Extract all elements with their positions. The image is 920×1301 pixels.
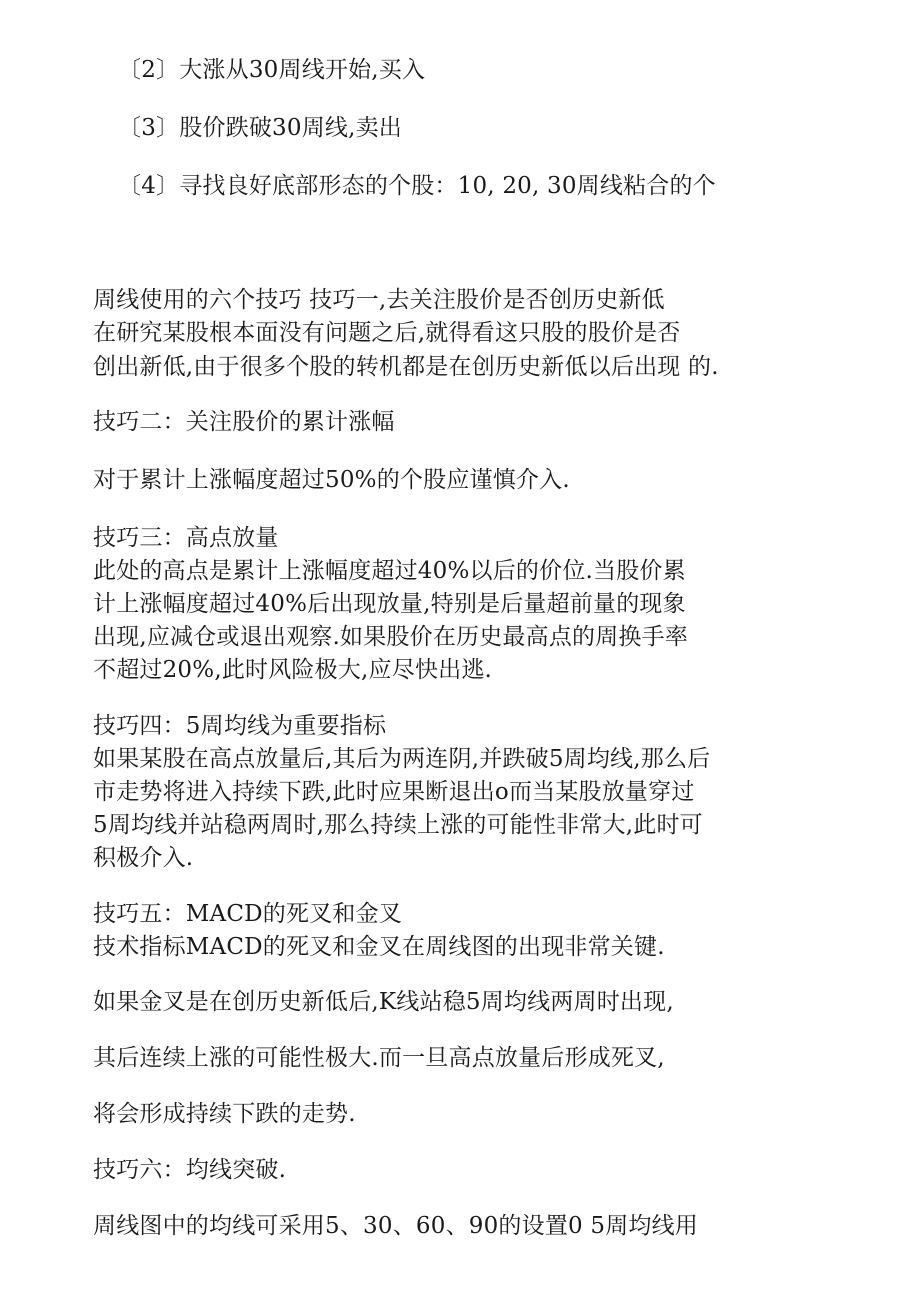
intro-line-1: 周线使用的六个技巧 技巧一,去关注股价是否创历史新低 [93, 287, 665, 313]
tip4-line-3: 5周均线并站稳两周时,那么持续上涨的可能性非常大,此时可 [93, 812, 703, 838]
tip5-heading: 技巧五：MACD的死叉和金叉 [93, 901, 402, 927]
tip3-heading: 技巧三：高点放量 [93, 525, 279, 551]
tip3-line-2: 计上涨幅度超过40%后出现放量,特别是后量超前量的现象 [93, 591, 686, 617]
tip3-line-1: 此处的高点是累计上涨幅度超过40%以后的价位.当股价累 [93, 558, 686, 584]
list-item-3: 〔3〕股价跌破30周线,卖出 [118, 115, 403, 141]
intro-line-3: 创出新低,由于很多个股的转机都是在创历史新低以后出现 的. [93, 354, 719, 380]
list-item-4: 〔4〕寻找良好底部形态的个股：10, 20, 30周线粘合的个 [118, 173, 716, 199]
tip4-line-1: 如果某股在高点放量后,其后为两连阴,并跌破5周均线,那么后 [93, 746, 711, 772]
tip5-para-2: 其后连续上涨的可能性极大.而一旦高点放量后形成死叉, [93, 1045, 665, 1071]
tip4-line-2: 市走势将进入持续下跌,此时应果断退出o而当某股放量穿过 [93, 779, 695, 805]
intro-line-2: 在研究某股根本面没有问题之后,就得看这只股的股价是否 [93, 320, 681, 346]
tip5-para-1: 如果金叉是在创历史新低后,K线站稳5周均线两周时出现, [93, 989, 674, 1015]
tip5-para-3: 将会形成持续下跌的走势. [93, 1101, 356, 1127]
tip2-body: 对于累计上涨幅度超过50%的个股应谨慎介入. [93, 467, 570, 493]
tip5-line-1: 技术指标MACD的死叉和金叉在周线图的出现非常关键. [93, 934, 665, 960]
tip4-heading: 技巧四：5周均线为重要指标 [93, 713, 387, 739]
tip6-heading: 技巧六：均线突破. [93, 1157, 287, 1183]
tip3-line-3: 出现,应减仓或退出观察.如果股价在历史最高点的周换手率 [93, 624, 689, 650]
tip4-line-4: 积极介入. [93, 845, 194, 871]
tip6-body: 周线图中的均线可采用5、30、60、90的设置0 5周均线用 [93, 1213, 699, 1239]
tip2-heading: 技巧二：关注股价的累计涨幅 [93, 409, 395, 435]
tip3-line-4: 不超过20%,此时风险极大,应尽快出逃. [93, 657, 493, 683]
list-item-2: 〔2〕大涨从30周线开始,买入 [118, 57, 426, 83]
